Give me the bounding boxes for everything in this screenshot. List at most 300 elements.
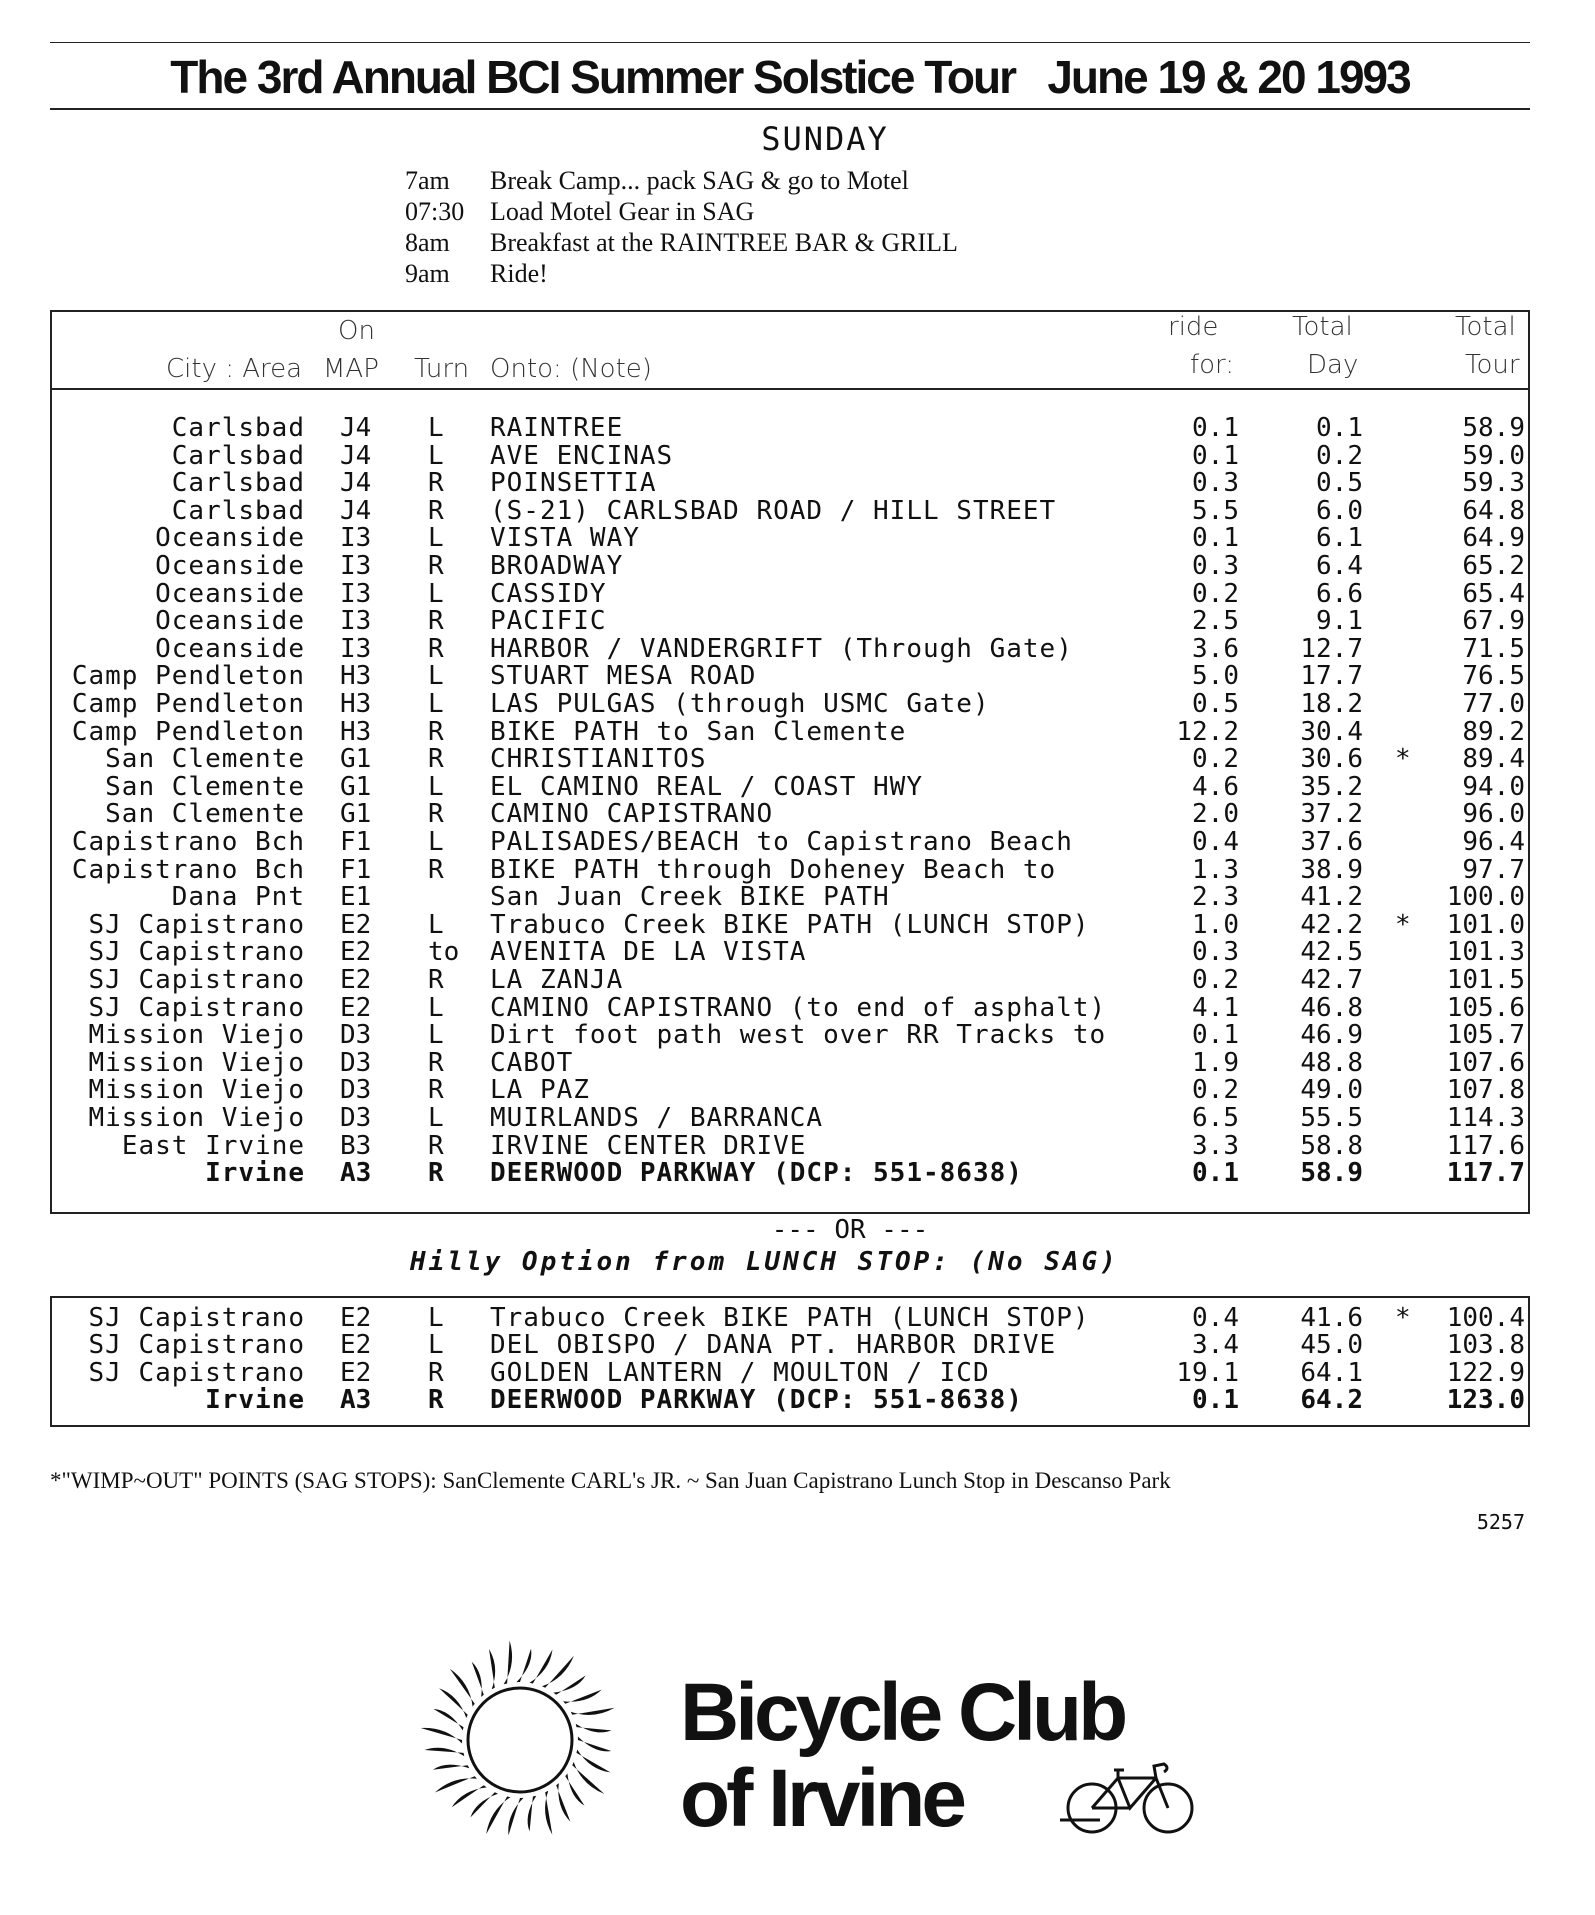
cell-city: Camp Pendleton: [71, 689, 305, 719]
cell-turn: L: [428, 1330, 444, 1361]
cell-onto: PACIFIC: [490, 606, 607, 637]
cell-city: Mission Viejo: [88, 1075, 305, 1106]
cell-onto: POINSETTIA: [490, 468, 657, 499]
title-underline: [50, 108, 1530, 110]
sun-ray: [508, 1798, 523, 1835]
cell-total-day: 58.9: [1300, 1158, 1363, 1189]
table-row: [0, 1130, 1595, 1161]
cell-total-tour: 64.8: [1462, 495, 1525, 526]
cell-total-tour: 65.4: [1462, 578, 1525, 609]
cell-total-day: 38.9: [1300, 854, 1363, 885]
cell-map: D3: [340, 1075, 372, 1106]
cell-ride-for: 0.1: [1192, 440, 1239, 471]
cell-total-day: 42.2: [1300, 909, 1363, 940]
table-row: [0, 633, 1595, 664]
cell-total-tour: 77.0: [1462, 689, 1525, 719]
table-row: [0, 992, 1595, 1023]
cell-sag-marker: *: [1395, 744, 1411, 775]
cell-sag-marker: *: [1395, 909, 1411, 940]
table-row: [0, 1357, 1595, 1388]
cell-turn: L: [428, 578, 444, 609]
top-rule: [50, 42, 1530, 43]
cell-city: SJ Capistrano: [88, 965, 305, 995]
cell-onto: IRVINE CENTER DRIVE: [490, 1130, 807, 1161]
cell-total-day: 0.1: [1316, 413, 1363, 443]
sun-ray: [486, 1797, 510, 1835]
cell-turn: L: [428, 689, 444, 719]
cell-city: Carlsbad: [171, 468, 305, 499]
sun-ray: [517, 1649, 532, 1682]
cell-city: Mission Viejo: [88, 1047, 305, 1078]
sun-ray: [435, 1776, 477, 1792]
cell-total-tour: 67.9: [1462, 606, 1525, 637]
logo-line-1: Bicycle Club: [680, 1667, 1125, 1758]
cell-city: Capistrano Bch: [71, 854, 305, 885]
schedule-time: 07:30: [405, 197, 465, 226]
schedule-item: [405, 227, 958, 258]
cell-total-tour: 117.7: [1446, 1158, 1525, 1189]
cell-onto: CAMINO CAPISTRANO (to end of asphalt): [490, 992, 1107, 1023]
cell-total-day: 41.2: [1300, 882, 1363, 913]
cell-total-tour: 71.5: [1462, 633, 1525, 664]
table-row: [0, 854, 1595, 885]
cell-onto: VISTA WAY: [490, 523, 640, 554]
header-turn: Turn: [414, 354, 470, 384]
sun-ray: [556, 1783, 570, 1822]
cell-onto: STUART MESA ROAD: [490, 661, 757, 692]
cell-ride-for: 2.3: [1192, 882, 1239, 913]
document-number: 5257: [1476, 1510, 1525, 1534]
cell-map: D3: [340, 1020, 372, 1051]
table-row: [0, 663, 1595, 690]
cell-turn: R: [428, 633, 444, 664]
cell-ride-for: 0.2: [1192, 1075, 1239, 1106]
cell-city: Carlsbad: [171, 413, 305, 443]
cell-ride-for: 2.0: [1192, 799, 1239, 830]
cell-turn: L: [428, 523, 444, 554]
cell-ride-for: 0.2: [1192, 965, 1239, 995]
cell-city: Dana Pnt: [171, 882, 305, 913]
schedule-time: 7am: [405, 166, 450, 195]
table-row: [0, 716, 1595, 747]
cell-map: J4: [340, 440, 372, 471]
cell-total-day: 49.0: [1300, 1075, 1363, 1106]
cell-total-day: 42.7: [1300, 965, 1363, 995]
cell-ride-for: 0.1: [1192, 413, 1239, 443]
header-map-top: On: [338, 316, 375, 346]
cell-onto: PALISADES/BEACH to Capistrano Beach: [490, 827, 1073, 857]
cell-map: B3: [340, 1130, 372, 1161]
cell-map: E2: [340, 1330, 372, 1361]
cell-onto: BROADWAY: [490, 551, 624, 581]
cell-city: East Irvine: [121, 1130, 305, 1161]
cell-total-day: 37.6: [1300, 827, 1363, 857]
cell-city: Irvine: [205, 1158, 305, 1189]
hilly-option-heading: Hilly Option from LUNCH STOP: (No SAG): [410, 1247, 1119, 1277]
cell-turn: L: [428, 827, 444, 857]
schedule-item: [405, 258, 958, 289]
cell-turn: L: [428, 909, 444, 940]
cell-total-day: 46.8: [1300, 992, 1363, 1023]
cell-map: J4: [340, 495, 372, 526]
cell-onto: LA ZANJA: [490, 965, 624, 995]
cell-map: A3: [340, 1385, 372, 1416]
cell-city: Oceanside: [155, 551, 305, 581]
cell-onto: CASSIDY: [490, 578, 607, 609]
cell-turn: R: [428, 495, 444, 526]
cell-map: I3: [340, 578, 372, 609]
sun-ray: [425, 1748, 465, 1757]
cell-total-tour: 59.0: [1462, 440, 1525, 471]
cell-total-day: 41.6: [1300, 1303, 1363, 1333]
header-day: Day: [1307, 350, 1359, 380]
table-row: [0, 1022, 1595, 1049]
cell-ride-for: 4.6: [1192, 771, 1239, 802]
cell-map: H3: [340, 716, 372, 747]
header-divider: [50, 388, 1530, 390]
cell-ride-for: 4.1: [1192, 992, 1239, 1023]
cell-total-tour: 101.0: [1446, 909, 1525, 940]
cell-total-day: 6.4: [1316, 551, 1363, 581]
cell-turn: L: [428, 992, 444, 1023]
table-row: [0, 608, 1595, 635]
cell-total-day: 6.1: [1316, 523, 1363, 554]
cell-ride-for: 3.4: [1192, 1330, 1239, 1361]
table-row: [0, 1160, 1595, 1187]
cell-onto: AVE ENCINAS: [490, 440, 674, 471]
sun-ray: [553, 1676, 585, 1695]
cell-onto: DEL OBISPO / DANA PT. HARBOR DRIVE: [490, 1330, 1057, 1361]
cell-city: Oceanside: [155, 633, 305, 664]
cell-map: I3: [340, 606, 372, 637]
cell-ride-for: 3.6: [1192, 633, 1239, 664]
cell-total-day: 18.2: [1300, 689, 1363, 719]
cell-turn: R: [428, 1158, 444, 1189]
cell-city: SJ Capistrano: [88, 1303, 305, 1333]
cell-city: Mission Viejo: [88, 1103, 305, 1133]
sun-ray: [504, 1641, 512, 1685]
cell-total-tour: 76.5: [1462, 661, 1525, 692]
cell-turn: R: [428, 1385, 444, 1416]
cell-turn: L: [428, 413, 444, 443]
cell-total-tour: 100.0: [1446, 882, 1525, 913]
cell-map: E2: [340, 1357, 372, 1388]
cell-onto: Dirt foot path west over RR Tracks to: [490, 1020, 1107, 1051]
sun-ray: [528, 1796, 537, 1832]
cell-map: E2: [340, 965, 372, 995]
cell-map: D3: [340, 1047, 372, 1078]
cell-total-day: 46.9: [1300, 1020, 1363, 1051]
cell-ride-for: 12.2: [1176, 716, 1239, 747]
cell-onto: (S-21) CARLSBAD ROAD / HILL STREET: [490, 495, 1057, 526]
header-ride: for:: [1190, 350, 1235, 380]
cell-turn: R: [428, 1130, 444, 1161]
cell-onto: HARBOR / VANDERGRIFT (Through Gate): [490, 633, 1073, 664]
cell-total-day: 6.0: [1316, 495, 1363, 526]
cell-ride-for: 1.3: [1192, 854, 1239, 885]
cell-turn: L: [428, 440, 444, 471]
cell-onto: CHRISTIANITOS: [490, 744, 707, 775]
table-row: [0, 470, 1595, 497]
cell-onto: BIKE PATH to San Clemente: [490, 716, 907, 747]
cell-total-tour: 103.8: [1446, 1330, 1525, 1361]
cell-sag-marker: *: [1395, 1303, 1411, 1333]
cell-ride-for: 19.1: [1176, 1357, 1239, 1388]
cell-total-day: 0.2: [1316, 440, 1363, 471]
cell-total-tour: 117.6: [1446, 1130, 1525, 1161]
table-row: [0, 1332, 1595, 1359]
cell-total-tour: 94.0: [1462, 771, 1525, 802]
sun-ray: [472, 1662, 484, 1697]
cell-city: Oceanside: [155, 606, 305, 637]
cell-map: F1: [340, 854, 372, 885]
cell-turn: R: [428, 551, 444, 581]
sun-ray: [565, 1773, 584, 1805]
cell-total-day: 30.4: [1300, 716, 1363, 747]
sun-ray: [545, 1791, 552, 1835]
cell-turn: R: [428, 606, 444, 637]
cell-total-day: 42.5: [1300, 937, 1363, 968]
cell-total-tour: 96.0: [1462, 799, 1525, 830]
cell-turn: R: [428, 854, 444, 885]
cell-ride-for: 1.9: [1192, 1047, 1239, 1078]
cell-total-tour: 89.2: [1462, 716, 1525, 747]
cell-total-tour: 107.8: [1446, 1075, 1525, 1106]
cell-total-day: 58.8: [1300, 1130, 1363, 1161]
cell-ride-for: 5.0: [1192, 661, 1239, 692]
sun-ray: [578, 1737, 611, 1752]
cell-map: J4: [340, 413, 372, 443]
cell-city: Oceanside: [155, 523, 305, 554]
cell-map: G1: [340, 799, 372, 830]
cell-map: D3: [340, 1103, 372, 1133]
cell-map: E2: [340, 1303, 372, 1333]
cell-total-day: 0.5: [1316, 468, 1363, 499]
schedule-desc: Load Motel Gear in SAG: [490, 197, 755, 226]
cell-turn: R: [428, 965, 444, 995]
cell-total-day: 37.2: [1300, 799, 1363, 830]
cell-total-day: 48.8: [1300, 1047, 1363, 1078]
table-row: [0, 1305, 1595, 1332]
cell-total-day: 64.2: [1300, 1385, 1363, 1416]
cell-map: G1: [340, 744, 372, 775]
cell-total-tour: 65.2: [1462, 551, 1525, 581]
cell-onto: DEERWOOD PARKWAY (DCP: 551-8638): [490, 1385, 1023, 1416]
sun-ray: [433, 1765, 469, 1770]
cell-total-day: 17.7: [1300, 661, 1363, 692]
cell-total-day: 55.5: [1300, 1103, 1363, 1133]
cell-map: A3: [340, 1158, 372, 1189]
schedule-time: 9am: [405, 259, 450, 288]
cell-onto: Trabuco Creek BIKE PATH (LUNCH STOP): [490, 1303, 1090, 1333]
table-row: [0, 1105, 1595, 1132]
cell-ride-for: 0.4: [1192, 827, 1239, 857]
cell-turn: R: [428, 799, 444, 830]
logo-line-2: of Irvine: [680, 1753, 963, 1844]
cell-map: G1: [340, 771, 372, 802]
cell-total-tour: 96.4: [1462, 827, 1525, 857]
cell-ride-for: 0.1: [1192, 1385, 1239, 1416]
cell-turn: R: [428, 716, 444, 747]
club-logo-text: [680, 1667, 1125, 1844]
cell-onto: EL CAMINO REAL / COAST HWY: [490, 771, 923, 802]
cell-ride-for: 5.5: [1192, 495, 1239, 526]
cell-turn: L: [428, 1103, 444, 1133]
cell-total-day: 30.6: [1300, 744, 1363, 775]
header-onto: Onto: (Note): [490, 354, 652, 384]
cell-map: J4: [340, 468, 372, 499]
table-row: [0, 967, 1595, 994]
cell-total-tour: 105.6: [1446, 992, 1525, 1023]
cell-city: Camp Pendleton: [71, 716, 305, 747]
cell-map: E2: [340, 909, 372, 940]
table-row: [0, 691, 1595, 718]
cell-city: Carlsbad: [171, 495, 305, 526]
cell-total-tour: 101.5: [1446, 965, 1525, 995]
page-title: The 3rd Annual BCI Summer Solstice Tour June 19 & 20 1993: [170, 51, 1410, 103]
header-tour: Tour: [1465, 350, 1520, 380]
cell-ride-for: 0.5: [1192, 689, 1239, 719]
cell-total-tour: 59.3: [1462, 468, 1525, 499]
cell-city: SJ Capistrano: [88, 937, 305, 968]
cell-onto: BIKE PATH through Doheney Beach to: [490, 854, 1057, 885]
cell-turn: R: [428, 1047, 444, 1078]
cell-total-tour: 122.9: [1446, 1357, 1525, 1388]
cell-ride-for: 0.2: [1192, 744, 1239, 775]
cell-total-day: 9.1: [1316, 606, 1363, 637]
cell-onto: RAINTREE: [490, 413, 624, 443]
cell-total-tour: 107.6: [1446, 1047, 1525, 1078]
sun-ray: [577, 1750, 611, 1773]
cell-total-tour: 123.0: [1446, 1385, 1525, 1416]
cell-total-tour: 105.7: [1446, 1020, 1525, 1051]
cell-onto: CABOT: [490, 1047, 574, 1078]
cell-turn: L: [428, 1020, 444, 1051]
cell-city: Mission Viejo: [88, 1020, 305, 1051]
cell-total-day: 45.0: [1300, 1330, 1363, 1361]
day-heading: SUNDAY: [761, 120, 889, 158]
cell-ride-for: 0.1: [1192, 1020, 1239, 1051]
cell-ride-for: 0.1: [1192, 1158, 1239, 1189]
or-separator: --- OR ---: [771, 1215, 929, 1245]
cell-total-day: 12.7: [1300, 633, 1363, 664]
table-row: [0, 939, 1595, 966]
sun-ray: [421, 1728, 462, 1744]
cell-ride-for: 0.3: [1192, 468, 1239, 499]
schedule-item: [405, 165, 958, 196]
cell-turn: L: [428, 661, 444, 692]
cell-ride-for: 0.1: [1192, 523, 1239, 554]
schedule-desc: Ride!: [490, 259, 548, 288]
table-row: [0, 771, 1595, 802]
sun-ray: [563, 1690, 602, 1704]
cell-ride-for: 0.4: [1192, 1303, 1239, 1333]
cell-city: SJ Capistrano: [88, 992, 305, 1023]
cell-map: H3: [340, 661, 372, 692]
schedule-desc: Break Camp... pack SAG & go to Motel: [490, 166, 909, 195]
cell-onto: GOLDEN LANTERN / MOULTON / ICD: [490, 1357, 990, 1388]
cell-ride-for: 0.3: [1192, 937, 1239, 968]
cell-map: E2: [340, 992, 372, 1023]
cell-turn: to: [428, 937, 460, 968]
cell-onto: Trabuco Creek BIKE PATH (LUNCH STOP): [490, 909, 1090, 940]
cell-onto: LA PAZ: [490, 1075, 590, 1106]
cell-onto: AVENITA DE LA VISTA: [490, 937, 807, 968]
cell-ride-for: 3.3: [1192, 1130, 1239, 1161]
cell-turn: R: [428, 1075, 444, 1106]
cell-city: Irvine: [205, 1385, 305, 1416]
cell-turn: R: [428, 468, 444, 499]
bicycle-icon: [1060, 1750, 1200, 1845]
cell-total-day: 64.1: [1300, 1357, 1363, 1388]
sun-ray: [571, 1708, 615, 1715]
cell-city: Oceanside: [155, 578, 305, 609]
table-row: [0, 1077, 1595, 1104]
header-city: City : Area: [166, 354, 303, 384]
table-row: [0, 495, 1595, 526]
cell-total-tour: 101.3: [1446, 937, 1525, 968]
cell-turn: L: [428, 771, 444, 802]
cell-map: I3: [340, 523, 372, 554]
schedule-item: [405, 196, 958, 227]
cell-map: H3: [340, 689, 372, 719]
schedule-time: 8am: [405, 228, 450, 257]
table-row: [0, 1387, 1595, 1414]
table-row: [0, 440, 1595, 471]
cell-onto: MUIRLANDS / BARRANCA: [490, 1103, 824, 1133]
table-row: [0, 578, 1595, 609]
sun-ray: [489, 1649, 495, 1689]
cell-city: San Clemente: [105, 771, 305, 802]
table-row: [0, 801, 1595, 828]
cell-turn: L: [428, 1303, 444, 1333]
cell-map: I3: [340, 551, 372, 581]
cell-onto: LAS PULGAS (through USMC Gate): [490, 689, 990, 719]
cell-ride-for: 1.0: [1192, 909, 1239, 940]
table-row: [0, 884, 1595, 911]
cell-city: Camp Pendleton: [71, 661, 305, 692]
cell-city: SJ Capistrano: [88, 1330, 305, 1361]
cell-map: E2: [340, 937, 372, 968]
cell-city: SJ Capistrano: [88, 1357, 305, 1388]
table-row: [0, 909, 1595, 940]
cell-city: Carlsbad: [171, 440, 305, 471]
table-row: [0, 746, 1595, 773]
cell-turn: R: [428, 744, 444, 775]
cell-city: SJ Capistrano: [88, 909, 305, 940]
table-row: [0, 525, 1595, 552]
cell-total-tour: 100.4: [1446, 1303, 1525, 1333]
table-row: [0, 829, 1595, 856]
header-map: MAP: [323, 354, 379, 384]
schedule: [405, 165, 958, 289]
sun-icon: [420, 1640, 620, 1845]
cell-total-tour: 58.9: [1462, 413, 1525, 443]
cell-city: Capistrano Bch: [71, 827, 305, 857]
cell-total-day: 6.6: [1316, 578, 1363, 609]
table-row: [0, 415, 1595, 442]
cell-total-tour: 89.4: [1462, 744, 1525, 775]
header-tour-top: Total: [1455, 312, 1516, 342]
cell-map: I3: [340, 633, 372, 664]
cell-ride-for: 0.3: [1192, 551, 1239, 581]
schedule-desc: Breakfast at the RAINTREE BAR & GRILL: [490, 228, 958, 257]
cell-turn: R: [428, 1357, 444, 1388]
cell-city: San Clemente: [105, 799, 305, 830]
cell-onto: CAMINO CAPISTRANO: [490, 799, 774, 830]
cell-map: F1: [340, 827, 372, 857]
cell-total-tour: 97.7: [1462, 854, 1525, 885]
